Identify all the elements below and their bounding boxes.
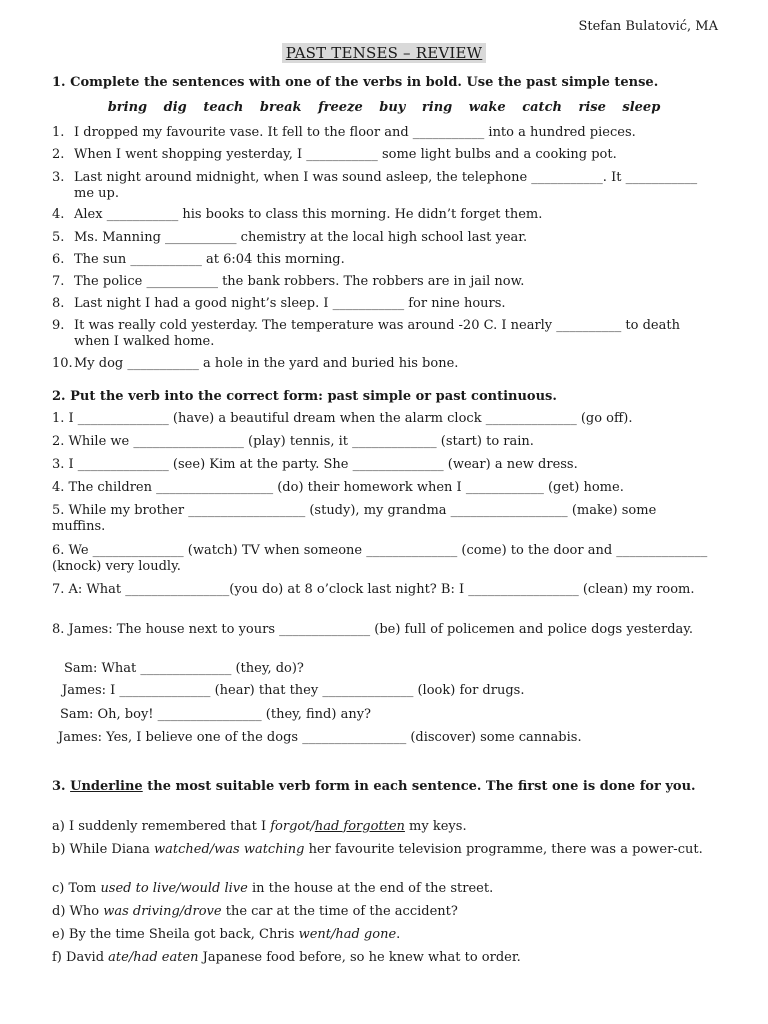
- sentence-start: a) I suddenly remembered that I: [52, 819, 271, 834]
- section1-instruction: 1. Complete the sentences with one of the verbs in bold. Use the past simple tense.: [52, 75, 659, 90]
- section3-number: 3.: [52, 779, 71, 794]
- item-text: Ms. Manning ___________ chemistry at the local high school last year.: [74, 230, 528, 245]
- sentence-start: c) Tom: [52, 881, 101, 896]
- underline-keyword: Underline: [70, 779, 143, 794]
- item-number: 6.: [52, 252, 65, 267]
- sentence-start: b) While Diana: [52, 842, 154, 857]
- list-item: 5. While my brother __________________ (study), my grandma __________________ (make) some muffins.: [52, 503, 657, 534]
- item-text: The sun ___________ at 6:04 this morning.: [74, 252, 345, 267]
- item-text: Alex ___________ his books to class this morning. He didn’t forget them.: [74, 207, 543, 222]
- item-text: Last night I had a good night’s sleep. I ___________ for nine hours.: [74, 296, 506, 311]
- item-number: 8.: [52, 296, 65, 311]
- verb-word: rise: [578, 100, 606, 115]
- verb-option-underlined: had forgotten: [314, 819, 405, 834]
- verb-word: catch: [522, 100, 562, 115]
- item-text: When I went shopping yesterday, I ___________ some light bulbs and a cooking pot.: [74, 147, 617, 162]
- list-item: [52, 881, 710, 897]
- item-number: 5.: [52, 230, 65, 245]
- dialogue-line: Sam: Oh, boy! ________________ (they, find) any?: [60, 707, 372, 722]
- sentence-end: my keys.: [404, 819, 467, 834]
- page-title: [0, 43, 768, 63]
- section2-instruction: 2. Put the verb into the correct form: past simple or past continuous.: [52, 389, 557, 404]
- sentence-end: .: [396, 927, 401, 942]
- sentence-end: the car at the time of the accident?: [221, 904, 458, 919]
- list-item: 6. We ______________ (watch) TV when someone ______________ (come) to the door and ______________ (knock) very loudly.: [52, 543, 708, 574]
- verb-option: ate/had eaten: [108, 950, 199, 965]
- verb-word: buy: [379, 100, 406, 115]
- item-number: 7.: [52, 274, 65, 289]
- list-item: 2. While we _________________ (play) tennis, it _____________ (start) to rain.: [52, 434, 534, 449]
- sentence-start: e) By the time Sheila got back, Chris: [52, 927, 299, 942]
- item-number: 1.: [52, 125, 65, 140]
- verb-word: bring: [107, 100, 148, 115]
- verb-word: wake: [468, 100, 506, 115]
- verb-word: ring: [421, 100, 453, 115]
- dialogue-line: James: Yes, I believe one of the dogs ________________ (discover) some cannabis.: [58, 730, 582, 745]
- verb-option: forgot/: [270, 819, 315, 834]
- dialogue-line: James: I ______________ (hear) that they ______________ (look) for drugs.: [62, 683, 525, 698]
- list-item: 7. A: What ________________(you do) at 8 o’clock last night? B: I _________________ (clean) my room.: [52, 582, 695, 597]
- item-text: I dropped my favourite vase. It fell to the floor and ___________ into a hundred pieces.: [74, 125, 636, 140]
- list-item: 8. James: The house next to yours ______________ (be) full of policemen and police dogs yesterday.: [52, 622, 694, 637]
- verb-option: went/had gone: [298, 927, 397, 942]
- verb-word: sleep: [622, 100, 661, 115]
- page-title-text: PAST TENSES – REVIEW: [282, 43, 487, 63]
- item-text: Last night around midnight, when I was sound asleep, the telephone ___________. It ___________ me up.: [74, 170, 698, 201]
- sentence-end: in the house at the end of the street.: [247, 881, 494, 896]
- list-item: [52, 927, 710, 943]
- sentence-start: d) Who: [52, 904, 104, 919]
- list-item: 1. I ______________ (have) a beautiful dream when the alarm clock ______________ (go off).: [52, 411, 633, 426]
- list-item: [52, 842, 710, 858]
- verb-option: was driving/drove: [103, 904, 222, 919]
- verb-bank: [0, 100, 768, 115]
- section3-instruction: [52, 779, 710, 795]
- section3-instruction-rest: the most suitable verb form in each sentence. The first one is done for you.: [142, 779, 696, 794]
- item-text: It was really cold yesterday. The temperature was around -20 C. I nearly __________ to death when I walked home.: [74, 318, 680, 349]
- list-item: [52, 904, 710, 920]
- dialogue-line: Sam: What ______________ (they, do)?: [64, 661, 304, 676]
- verb-option: used to live/would live: [100, 881, 248, 896]
- verb-word: freeze: [318, 100, 363, 115]
- sentence-end: Japanese food before, so he knew what to order.: [198, 950, 521, 965]
- author-name: Stefan Bulatović, MA: [578, 19, 718, 34]
- list-item: 4. The children __________________ (do) their homework when I ____________ (get) home.: [52, 480, 624, 495]
- item-number: 2.: [52, 147, 65, 162]
- verb-word: dig: [163, 100, 187, 115]
- list-item: [52, 819, 710, 835]
- item-text: My dog ___________ a hole in the yard and buried his bone.: [74, 356, 459, 371]
- item-text: The police ___________ the bank robbers. The robbers are in jail now.: [74, 274, 525, 289]
- verb-word: teach: [203, 100, 244, 115]
- sentence-start: f) David: [52, 950, 109, 965]
- sentence-end: her favourite television programme, there was a power-cut.: [304, 842, 703, 857]
- item-number: 4.: [52, 207, 65, 222]
- list-item: [52, 950, 710, 966]
- verb-word: break: [259, 100, 302, 115]
- item-number: 9.: [52, 318, 65, 333]
- verb-option: watched/was watching: [154, 842, 305, 857]
- list-item: 3. I ______________ (see) Kim at the party. She ______________ (wear) a new dress.: [52, 457, 578, 472]
- item-number: 3.: [52, 170, 65, 185]
- item-number: 10.: [52, 356, 73, 371]
